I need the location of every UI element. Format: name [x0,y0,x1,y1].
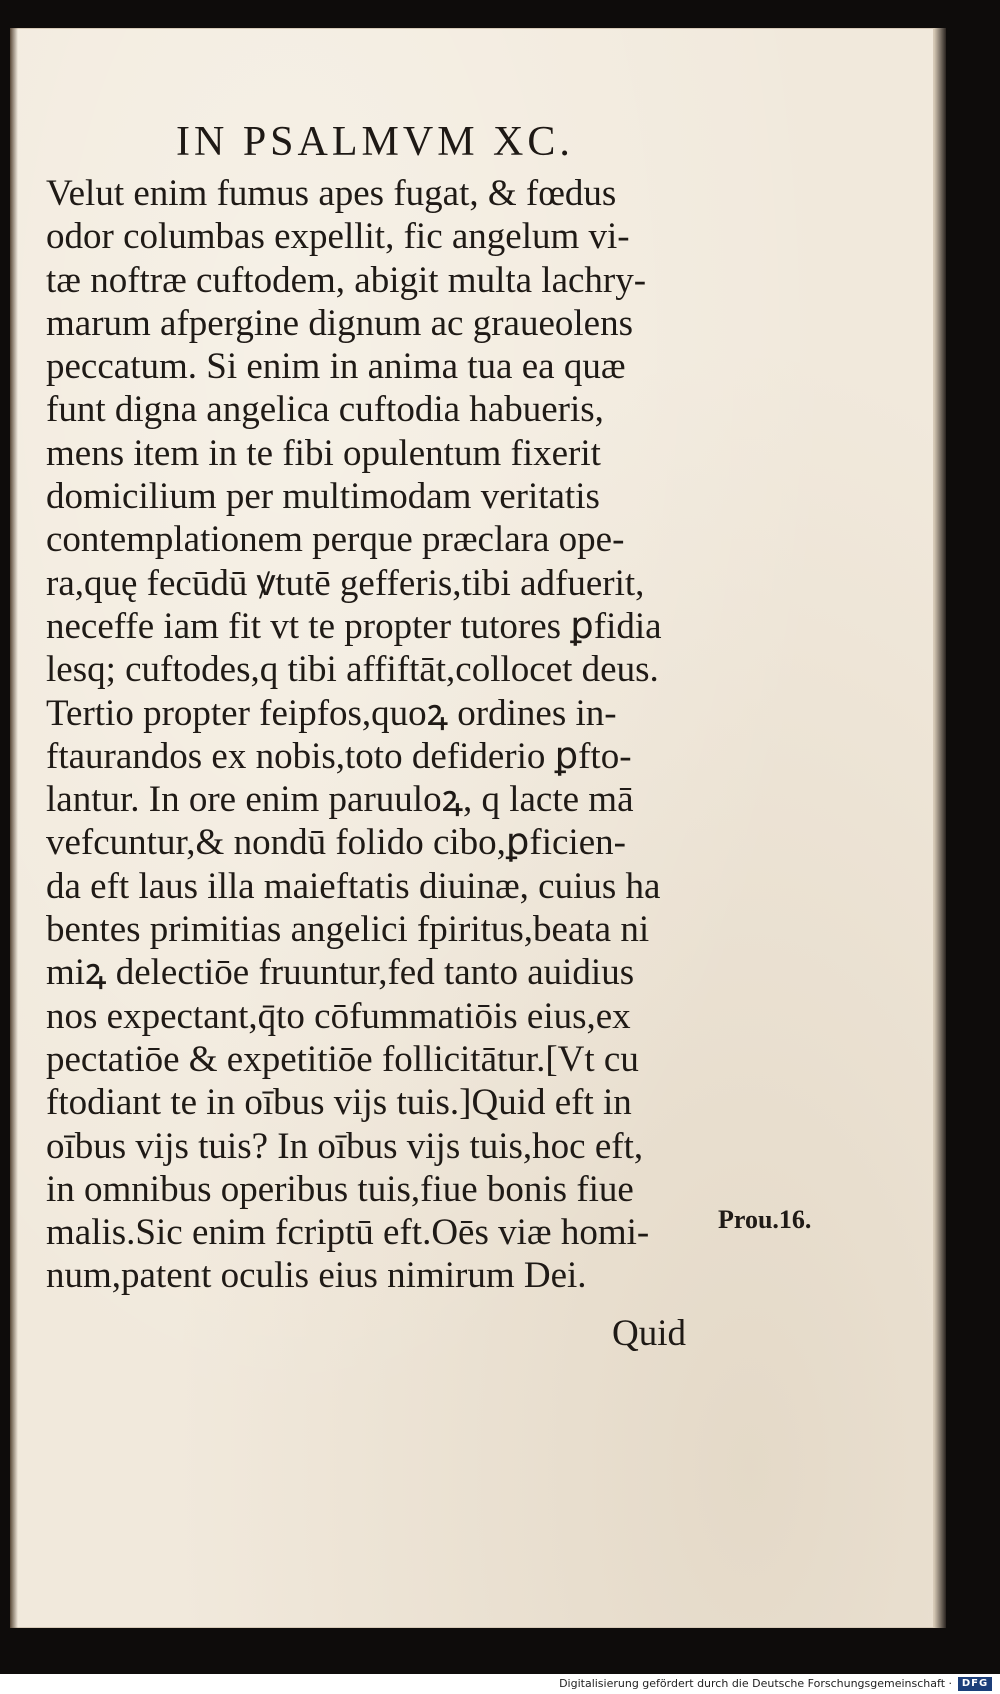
text-line: ra,quę fecūdū ꝟtutē gefferis,tibi adfuerit, [46,562,645,604]
text-line: in omnibus operibus tuis,fiue bonis fiue [46,1168,634,1210]
text-line: Velut enim fumus apes fugat, & fœdus [46,173,617,214]
text-line: peccatum. Si enim in anima tua ea quæ [46,346,626,388]
footer-credit: Digitalisierung gefördert durch die Deutsche Forschungsgemeinschaft · [559,1677,952,1690]
text-line: lesq; cuftodes,q tibi affiftāt,collocet deus. [46,649,659,691]
text-line: Tertio propter feipfos,quoꝝ ordines in- [46,692,617,734]
text-line: pectatiōe & expetitiōe follicitātur.[Vt cu [46,1038,639,1080]
text-line: vefcuntur,& nondū folido cibo,ꝑficien- [46,822,626,864]
text-line: mens item in te fibi opulentum fixerit [46,432,601,474]
dfg-logo-icon: DFG [958,1677,992,1691]
catchword: Quid [612,1313,686,1354]
text-line: marum afpergine dignum ac graueolens [46,302,633,344]
text-line: da eft laus illa maieftatis diuinæ, cuius ha [46,865,661,907]
text-line: contemplationem perque præclara ope- [46,519,625,561]
text-line: neceffe iam fit vt te propter tutores ꝑfidia [46,605,662,647]
page-edge [934,28,946,1628]
text-line: bentes primitias angelici fpiritus,beata ni [46,909,650,951]
page-gutter-shadow [10,28,18,1628]
text-line: odor columbas expellit, fic angelum vi- [46,216,630,258]
marginal-note: Prou.16. [718,1205,812,1234]
text-line: funt digna angelica cuftodia habueris, [46,389,604,431]
text-line: miꝝ delectiōe fruuntur,fed tanto auidius [46,952,635,994]
text-line: nos expectant,q̄to cōfummatiōis eius,ex [46,995,631,1037]
text-line: ftodiant te in oībus vijs tuis.]Quid eft in [46,1082,632,1124]
text-line: domicilium per multimodam veritatis [46,476,600,518]
text-line: ftaurandos ex nobis,toto defiderio ꝑfto- [46,735,632,777]
text-line: num,patent oculis eius nimirum Dei. [46,1255,587,1297]
running-head: IN PSALMVM XC. [176,119,574,165]
text-line: malis.Sic enim fcriptū eft.Oēs viæ homi- [46,1212,650,1254]
text-line: oībus vijs tuis? In oībus vijs tuis,hoc eft, [46,1125,644,1167]
text-line: tæ noftræ cuftodem, abigit multa lachry- [46,259,647,301]
body-text [46,172,716,1298]
text-line: lantur. In ore enim paruuloꝝ, q lacte mā [46,779,634,821]
